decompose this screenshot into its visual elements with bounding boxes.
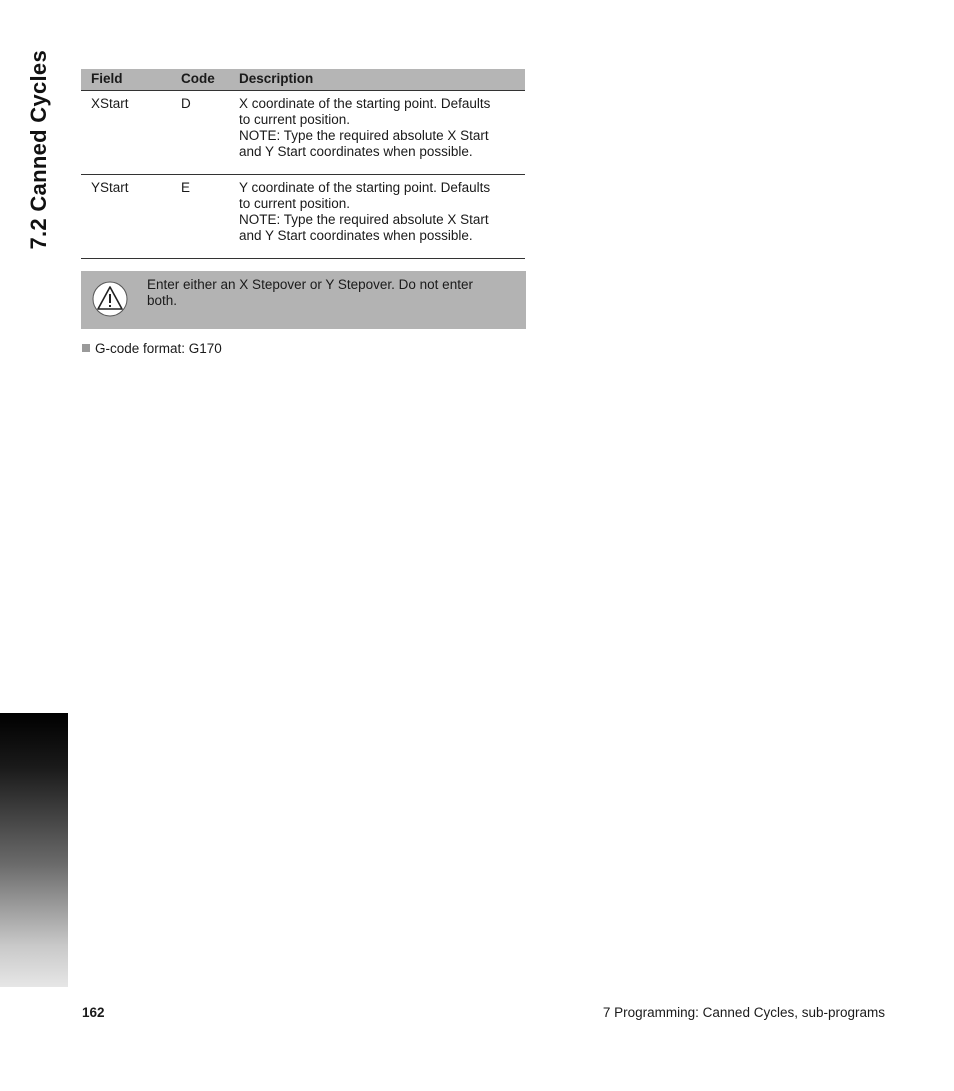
warning-note: [81, 271, 526, 329]
warning-text-line: Enter either an X Stepover or Y Stepover. Do not enter: [147, 277, 473, 292]
header-description: Description: [229, 69, 525, 91]
warning-icon: [92, 281, 128, 317]
warning-text: [147, 277, 517, 309]
table-row: [81, 91, 525, 175]
footer-chapter-title: 7 Programming: Canned Cycles, sub-programs: [602, 1005, 885, 1020]
chapter-tab-marker: [0, 713, 68, 987]
cell-field: YStart: [81, 175, 171, 259]
bullet-text: G-code format: G170: [95, 341, 222, 356]
header-field: Field: [81, 69, 171, 91]
page-number: 162: [82, 1005, 105, 1020]
cell-code: E: [171, 175, 229, 259]
cell-code: D: [171, 91, 229, 175]
cell-field: XStart: [81, 91, 171, 175]
description-line: NOTE: Type the required absolute X Start: [239, 212, 489, 227]
description-line: to current position.: [239, 196, 351, 211]
header-code: Code: [171, 69, 229, 91]
description-line: X coordinate of the starting point. Defaults: [239, 96, 491, 111]
cell-description: [229, 91, 525, 175]
cell-description: [229, 175, 525, 259]
description-line: and Y Start coordinates when possible.: [239, 144, 473, 159]
bullet-square-icon: [82, 344, 90, 352]
parameter-table: [81, 69, 525, 259]
description-line: Y coordinate of the starting point. Defaults: [239, 180, 491, 195]
description-line: NOTE: Type the required absolute X Start: [239, 128, 489, 143]
description-line: and Y Start coordinates when possible.: [239, 228, 473, 243]
section-title-vertical: [24, 50, 54, 270]
warning-text-line: both.: [147, 293, 178, 308]
description-line: to current position.: [239, 112, 351, 127]
table-header-row: [81, 69, 525, 91]
table-row: [81, 175, 525, 259]
bullet-item: [82, 341, 222, 357]
section-title: 7.2 Canned Cycles: [26, 50, 51, 250]
